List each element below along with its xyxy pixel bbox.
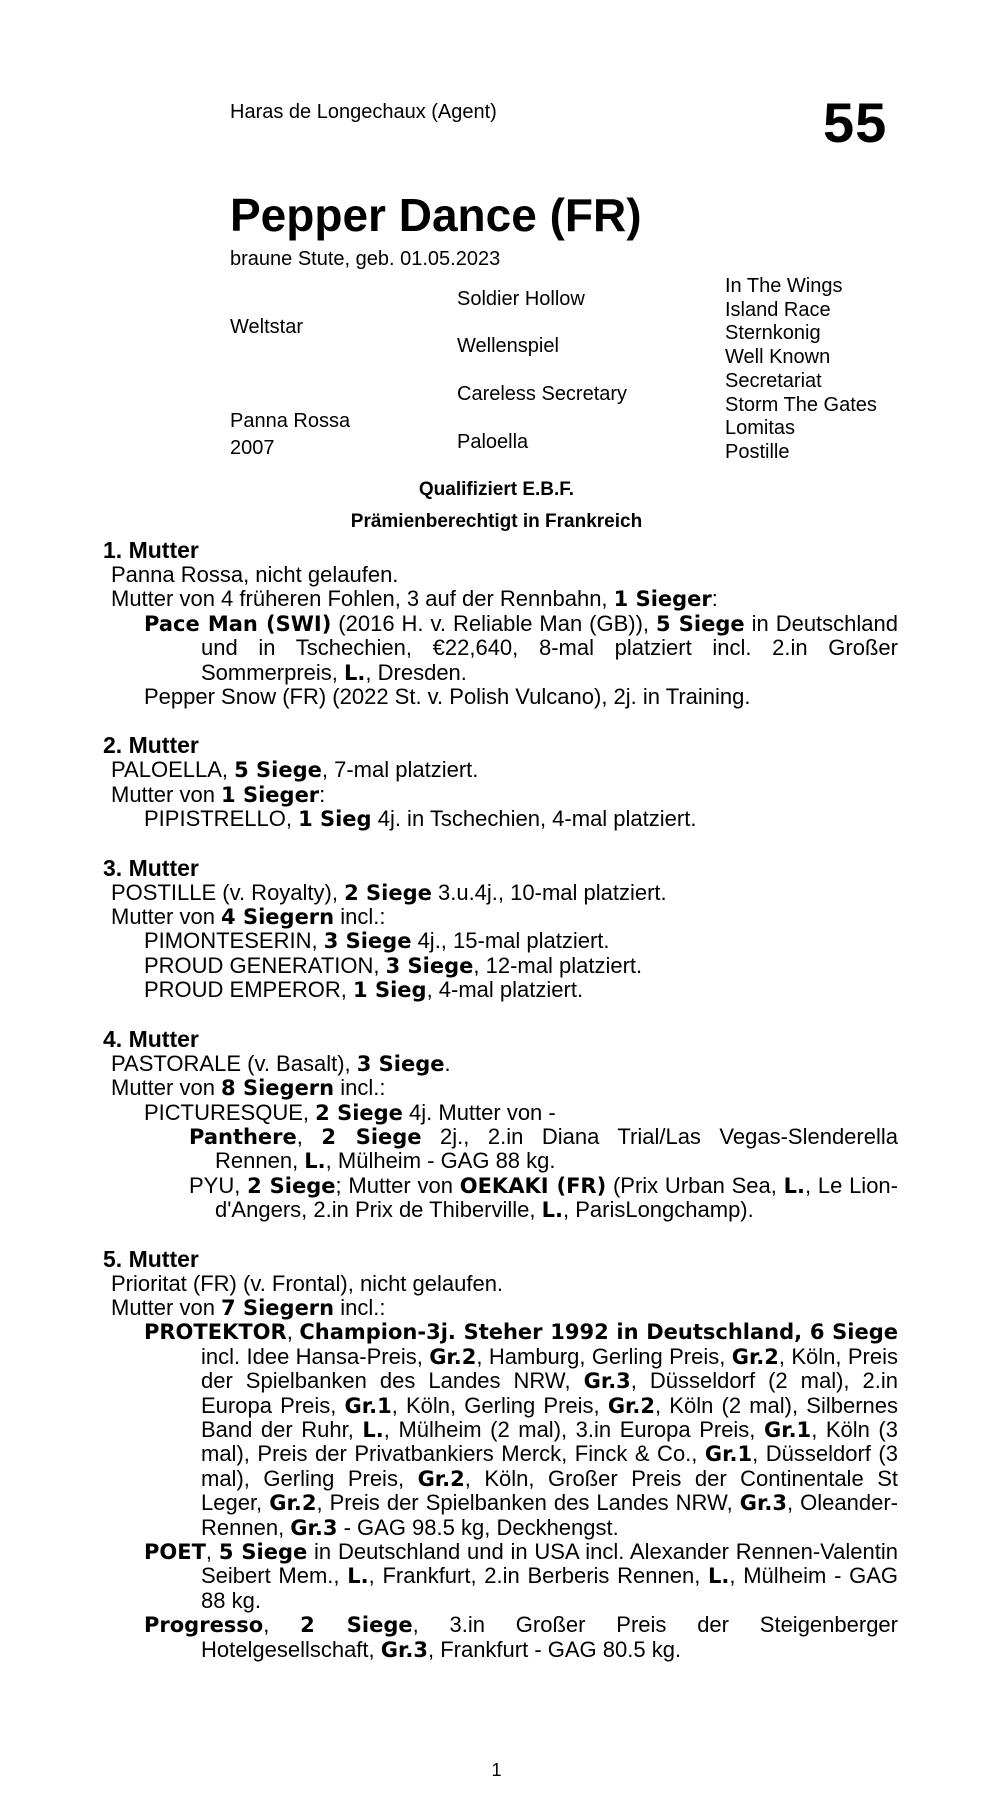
section-fifth-dam: [103, 1247, 898, 1663]
produce-entry: PROTEKTOR, Champion-3j. Steher 1992 in Deutschland, 6 Siege incl. Idee Hansa-Preis, Gr.2, Hamburg, Gerling Preis, Gr.2, Köln, Preis der Spielbanken des Landes NRW, Gr.3, Düsseldorf (2 mal), 2.in Europa Preis, Gr.1, Köln, Gerling Preis, Gr.2, Köln (2 mal), Silbernes Band der Ruhr, L., Mülheim (2 mal), 3.in Europa Preis, Gr.1, Köln (3 mal), Preis der Privatbankiers Merck, Finck & Co., Gr.1, Düsseldorf (3 mal), Gerling Preis, Gr.2, Köln, Großer Preis der Continentale St Leger, Gr.2, Preis der Spielbanken des Landes NRW, Gr.3, Oleander-Rennen, Gr.3 - GAG 98.5 kg, Deckhengst.: [144, 1319, 899, 1540]
produce-summary: Mutter von 8 Siegern incl.:: [111, 1075, 386, 1101]
pedigree-gen3-item: Island Race: [725, 298, 831, 321]
produce-entry: PROUD GENERATION, 3 Siege, 12-mal platziert.: [144, 952, 643, 978]
section-title: 4. Mutter: [103, 1025, 199, 1052]
pedigree-dam-dam: Paloella: [457, 431, 529, 453]
pedigree-gen3-item: Storm The Gates: [725, 393, 877, 416]
dam-line: [103, 538, 898, 1686]
premium-note: Prämienberechtigt in Frankreich: [350, 511, 643, 532]
consignor: Haras de Longechaux (Agent): [230, 101, 497, 123]
pedigree-dam-year: 2007: [230, 437, 275, 459]
section-fourth-dam: [103, 1027, 898, 1223]
produce-entry: POET, 5 Siege in Deutschland und in USA incl. Alexander Rennen-Valentin Seibert Mem., L., Frankfurt, 2.in Berberis Rennen, L., Mülheim - GAG 88 kg.: [144, 1539, 899, 1613]
produce-summary: Mutter von 4 Siegern incl.:: [111, 904, 386, 930]
dam-line-text: PASTORALE (v. Basalt), 3 Siege.: [111, 1050, 451, 1076]
produce-entry: PYU, 2 Siege; Mutter von OEKAKI (FR) (Prix Urban Sea, L., Le Lion-d'Angers, 2.in Prix de Thiberville, L., ParisLongchamp).: [189, 1172, 898, 1223]
pedigree-dam: Panna Rossa: [230, 410, 351, 432]
produce-summary: Mutter von 4 früheren Fohlen, 3 auf der Rennbahn, 1 Sieger:: [111, 586, 718, 612]
pedigree-gen3-item: Well Known: [725, 346, 831, 369]
section-third-dam: [103, 856, 898, 1003]
produce-entry: PIMONTESERIN, 3 Siege 4j., 15-mal platziert.: [144, 928, 610, 954]
produce-entry: PICTURESQUE, 2 Siege 4j. Mutter von -: [144, 1099, 556, 1125]
produce-entry: Panthere, 2 Siege 2j., 2.in Diana Trial/Las Vegas-Slenderella Rennen, L., Mülheim - GAG 88 kg.: [189, 1123, 898, 1174]
pedigree-sire: Weltstar: [230, 316, 303, 338]
pedigree-gen3-item: Lomitas: [725, 417, 796, 440]
produce-entry: Pace Man (SWI) (2016 H. v. Reliable Man (GB)), 5 Siege in Deutschland und in Tschechien, €22,640, 8-mal platziert incl. 2.in Großer Sommerpreis, L., Dresden.: [144, 610, 898, 685]
produce-summary: Mutter von 1 Sieger:: [111, 781, 326, 807]
pedigree-gen3-item: Postille: [725, 440, 790, 463]
pedigree-gen3-item: Sternkonig: [725, 322, 821, 345]
produce-entry: Progresso, 2 Siege, 3.in Großer Preis der Steigenberger Hotelgesellschaft, Gr.3, Frankfurt - GAG 80.5 kg.: [144, 1612, 898, 1662]
pedigree-dam-sire: Careless Secretary: [457, 383, 628, 405]
horse-description: braune Stute, geb. 01.05.2023: [230, 248, 501, 270]
produce-entry: Pepper Snow (FR) (2022 St. v. Polish Vulcano), 2j. in Training.: [144, 684, 751, 710]
section-title: 3. Mutter: [103, 854, 199, 881]
produce-entry: PIPISTRELLO, 1 Sieg 4j. in Tschechien, 4-mal platziert.: [144, 806, 697, 832]
produce-entry: PROUD EMPEROR, 1 Sieg, 4-mal platziert.: [144, 977, 584, 1003]
pedigree-sire-sire: Soldier Hollow: [457, 288, 585, 310]
section-title: 2. Mutter: [103, 732, 199, 759]
pedigree-gen3-item: Secretariat: [725, 369, 822, 392]
dam-line-text: PALOELLA, 5 Siege, 7-mal platziert.: [111, 757, 479, 783]
section-title: 5. Mutter: [103, 1245, 199, 1272]
produce-summary: Mutter von 7 Siegern incl.:: [111, 1294, 386, 1320]
lot-number: 55: [823, 91, 888, 154]
pedigree-third-generation: [725, 275, 877, 465]
section-first-dam: [103, 538, 898, 709]
pedigree-sire-dam: Wellenspiel: [457, 335, 559, 357]
dam-line-text: Panna Rossa, nicht gelaufen.: [111, 562, 399, 587]
horse-name: Pepper Dance (FR): [230, 189, 642, 241]
dam-line-text: POSTILLE (v. Royalty), 2 Siege 3.u.4j., 10-mal platziert.: [111, 879, 667, 905]
dam-line-text: Prioritat (FR) (v. Frontal), nicht gelaufen.: [111, 1270, 504, 1296]
ebf-note: Qualifiziert E.B.F.: [418, 479, 575, 500]
page-number: 1: [491, 1760, 502, 1780]
section-title: 1. Mutter: [103, 537, 199, 563]
pedigree-gen3-item: In The Wings: [725, 275, 843, 297]
section-second-dam: [103, 733, 898, 831]
